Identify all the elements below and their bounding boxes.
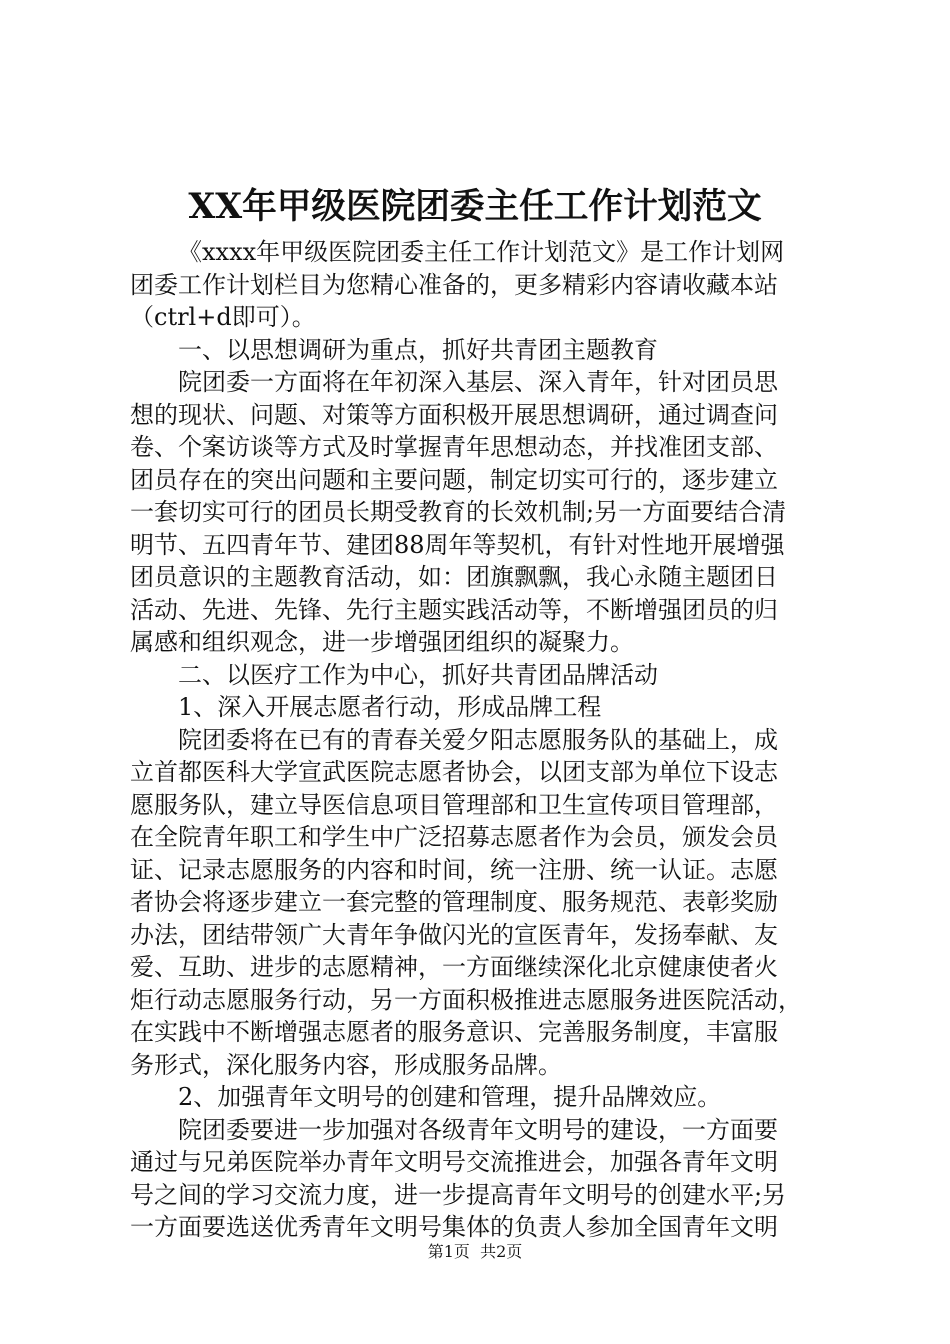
section-heading: 一、以思想调研为重点，抓好共青团主题教育	[178, 335, 658, 364]
paragraph-line: 在全院青年职工和学生中广泛招募志愿者作为会员，颁发会员	[130, 823, 778, 851]
paragraph-line: 卷、个案访谈等方式及时掌握青年思想动态，并找准团支部、	[130, 433, 778, 461]
document-body	[130, 236, 842, 1244]
paragraph-line: 在实践中不断增强志愿者的服务意识、完善服务制度，丰富服	[130, 1018, 778, 1046]
paragraph-line: 团委工作计划栏目为您精心准备的，更多精彩内容请收藏本站	[130, 270, 778, 299]
paragraph-line: 爱、互助、进步的志愿精神，一方面继续深化北京健康使者火	[130, 953, 778, 981]
page-footer: 第1页 共2页	[427, 1242, 523, 1261]
paragraph-line: 证、记录志愿服务的内容和时间，统一注册、统一认证。志愿	[130, 855, 778, 884]
section-heading: 二、以医疗工作为中心，抓好共青团品牌活动	[178, 660, 658, 689]
paragraph-line: 属感和组织观念，进一步增强团组织的凝聚力。	[130, 628, 634, 656]
subsection-heading: 2、加强青年文明号的创建和管理，提升品牌效应。	[178, 1083, 722, 1111]
paragraph-line: 院团委要进一步加强对各级青年文明号的建设，一方面要	[178, 1115, 778, 1144]
paragraph-line: （ctrl+d即可）。	[130, 303, 316, 331]
document-title: XX年甲级医院团委主任工作计划范文	[188, 186, 762, 227]
paragraph-line: 明节、五四青年节、建团88周年等契机，有针对性地开展增强	[130, 530, 785, 559]
paragraph-line: 号之间的学习交流力度，进一步提高青年文明号的创建水平;另	[130, 1180, 787, 1209]
paragraph-line: 愿服务队，建立导医信息项目管理部和卫生宣传项目管理部，	[130, 790, 778, 819]
paragraph-line: 务形式，深化服务内容，形成服务品牌。	[130, 1050, 562, 1079]
subsection-heading: 1、深入开展志愿者行动，形成品牌工程	[178, 693, 602, 721]
paragraph-line: 《xxxx年甲级医院团委主任工作计划范文》是工作计划网	[178, 238, 785, 266]
paragraph-line: 者协会将逐步建立一套完整的管理制度、服务规范、表彰奖励	[130, 888, 778, 916]
paragraph-line: 团员意识的主题教育活动，如：团旗飘飘，我心永随主题团日	[130, 563, 778, 591]
paragraph-line: 团员存在的突出问题和主要问题，制定切实可行的，逐步建立	[130, 465, 778, 494]
paragraph-line: 立首都医科大学宣武医院志愿者协会，以团支部为单位下设志	[130, 758, 778, 786]
paragraph-line: 院团委一方面将在年初深入基层、深入青年，针对团员思	[178, 368, 778, 396]
paragraph-line: 院团委将在已有的青春关爱夕阳志愿服务队的基础上，成	[178, 725, 778, 754]
paragraph-line: 想的现状、问题、对策等方面积极开展思想调研，通过调查问	[130, 400, 778, 429]
paragraph-line: 一方面要选送优秀青年文明号集体的负责人参加全国青年文明	[130, 1213, 778, 1241]
paragraph-line: 一套切实可行的团员长期受教育的长效机制;另一方面要结合清	[130, 498, 787, 526]
paragraph-line: 活动、先进、先锋、先行主题实践活动等，不断增强团员的归	[130, 595, 778, 624]
paragraph-line: 炬行动志愿服务行动，另一方面积极推进志愿服务进医院活动，	[130, 985, 802, 1014]
paragraph-line: 通过与兄弟医院举办青年文明号交流推进会，加强各青年文明	[130, 1148, 778, 1176]
paragraph-line: 办法，团结带领广大青年争做闪光的宣医青年，发扬奉献、友	[130, 920, 778, 949]
